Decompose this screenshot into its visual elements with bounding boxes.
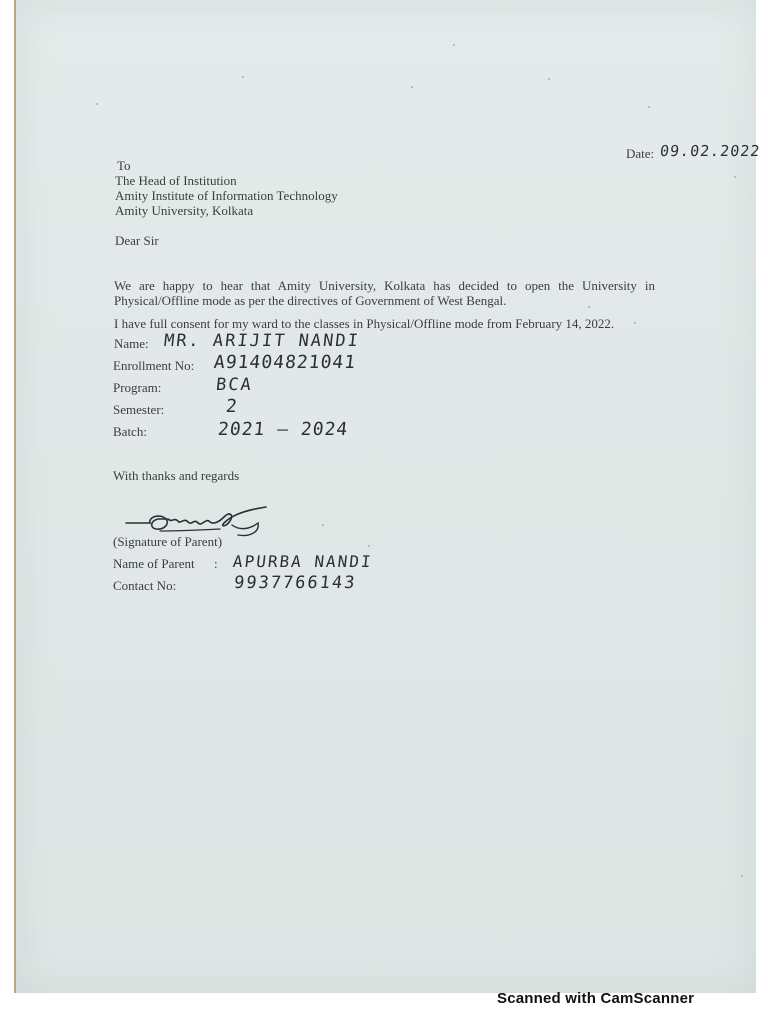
- scan-speck: [453, 44, 455, 46]
- scan-speck: [368, 545, 370, 547]
- parent-name-separator: :: [214, 556, 218, 571]
- scan-speck: [634, 322, 636, 324]
- parent-name-value: APURBA NANDI: [232, 552, 374, 571]
- scan-speck: [741, 875, 743, 877]
- scan-speck: [96, 103, 98, 105]
- semester-label: Semester:: [113, 402, 165, 417]
- closing-text: With thanks and regards: [113, 468, 240, 483]
- batch-label: Batch:: [113, 424, 147, 439]
- camscanner-watermark: Scanned with CamScanner: [497, 990, 695, 1007]
- scan-speck: [548, 78, 550, 80]
- scan-speck: [242, 76, 244, 78]
- body-paragraph-2: I have full consent for my ward to the classes in Physical/Offline mode from February 14, 2022.: [114, 316, 615, 331]
- semester-value: 2: [224, 396, 240, 417]
- contact-label: Contact No:: [113, 578, 177, 593]
- recipient-title: The Head of Institution: [115, 173, 237, 188]
- enrollment-label: Enrollment No:: [113, 358, 195, 373]
- address-to: To: [117, 158, 131, 173]
- program-value: BCA: [214, 375, 254, 395]
- parent-name-label: Name of Parent: [113, 556, 195, 571]
- enrollment-value: A91404821041: [212, 352, 358, 373]
- date-label: Date:: [626, 146, 655, 161]
- scan-speck: [588, 306, 590, 308]
- body-paragraph-1: We are happy to hear that Amity University, Kolkata has decided to open the University in: [114, 278, 655, 293]
- scan-speck: [734, 176, 736, 178]
- recipient-university: Amity University, Kolkata: [115, 203, 254, 218]
- salutation: Dear Sir: [115, 233, 159, 248]
- scan-speck: [648, 106, 650, 108]
- date-value: 09.02.2022: [659, 142, 762, 160]
- scan-speck: [411, 86, 413, 88]
- body-paragraph-1-line-2: Physical/Offline mode as per the directives of Government of West Bengal.: [114, 293, 507, 308]
- program-label: Program:: [113, 380, 162, 395]
- batch-value: 2021 – 2024: [216, 419, 350, 440]
- signature-caption: (Signature of Parent): [113, 534, 223, 549]
- contact-value: 9937766143: [232, 573, 358, 593]
- name-label: Name:: [114, 336, 149, 351]
- recipient-institute: Amity Institute of Information Technology: [115, 188, 338, 203]
- scan-speck: [322, 524, 324, 526]
- name-value: MR. ARIJIT NANDI: [162, 331, 361, 351]
